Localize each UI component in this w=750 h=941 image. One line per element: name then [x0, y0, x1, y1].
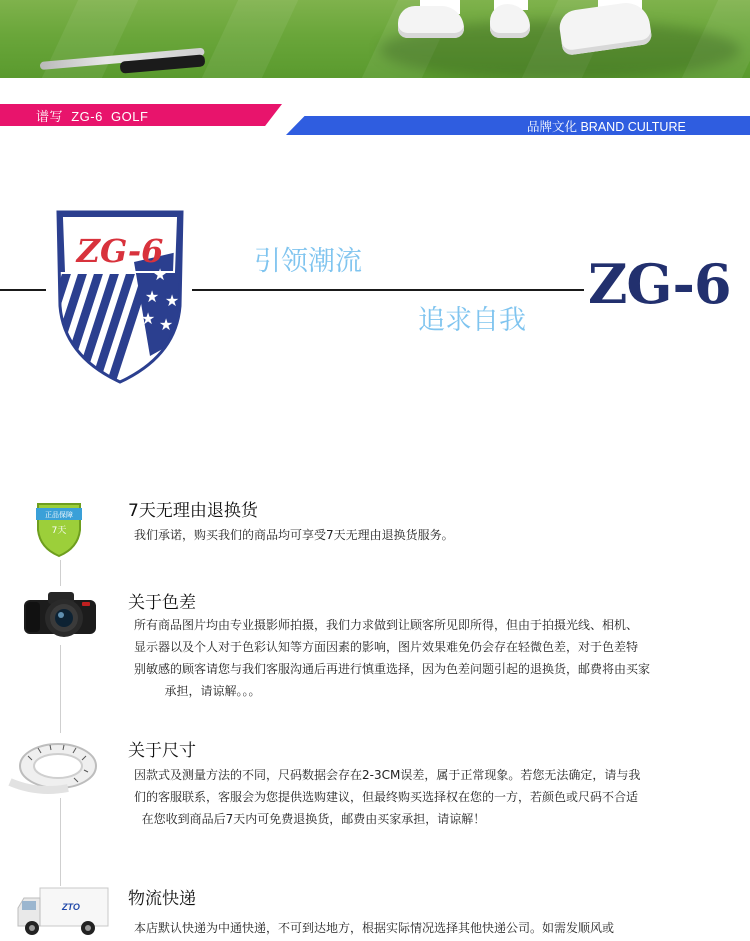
truck-logo-text: ZTO	[62, 902, 80, 912]
badge-mid-text: 7天	[51, 526, 67, 536]
body-line: 显示器以及个人对于色彩认知等方面因素的影响，图片效果难免仍会存在轻微色差，对于色差特	[134, 640, 639, 654]
grass-stripe	[202, 0, 298, 78]
return-badge-icon	[34, 500, 84, 558]
svg-text:★: ★	[144, 287, 160, 306]
slogan-pursue-self: 追求自我	[418, 305, 526, 336]
brand-name: ZG-6	[588, 252, 731, 316]
brand-shield-logo	[50, 206, 190, 386]
svg-text:★: ★	[152, 265, 168, 284]
shield-logo-text: ZG-6	[76, 232, 164, 270]
section-title-return: 7天无理由退换货	[128, 501, 258, 521]
section-title-color: 关于色差	[128, 593, 196, 613]
body-line: 们的客服联系，客服会为您提供选购建议，但最终购买选择权在您的一方，若颜色或尺码不合适	[134, 790, 639, 804]
svg-text:★: ★	[140, 309, 156, 328]
shoe	[398, 6, 464, 38]
body-line: 因款式及测量方法的不同，尺码数据会存在2-3CM误差，属于正常现象。若您无法确定，请与我	[134, 768, 641, 782]
body-line: 所有商品图片均由专业摄影师拍摄，我们力求做到让顾客所见即所得，但由于拍摄光线、相机、	[134, 618, 639, 632]
body-line: 承担，请谅解。。。	[134, 684, 261, 698]
camera-icon	[22, 588, 98, 640]
connector-line	[60, 645, 61, 733]
tape-measure-icon	[8, 736, 100, 798]
hero-banner	[0, 0, 750, 78]
connector-line	[60, 798, 61, 886]
body-line: 本店默认快递为中通快递，不可到达地方，根据实际情况选择其他快递公司。如需发顺风或	[134, 921, 615, 935]
divider-line	[192, 289, 584, 291]
body-line: 在您收到商品后7天内可免费退换货，邮费由买家承担，请谅解！	[134, 812, 486, 826]
section-body-size	[134, 764, 734, 830]
slogan-lead-trend: 引领潮流	[254, 246, 362, 277]
svg-text:★: ★	[158, 315, 174, 334]
divider-line	[0, 289, 46, 291]
delivery-truck-icon	[14, 886, 110, 938]
badge-top-text: 正品保障	[45, 511, 73, 519]
section-title-shipping: 物流快递	[128, 889, 196, 909]
connector-line	[60, 560, 61, 586]
section-body-color	[134, 614, 734, 702]
svg-text:★: ★	[164, 291, 180, 310]
body-line: 别敏感的顾客请您与我们客服沟通后再进行慎重选择，因为色差问题引起的退换货，邮费将由买家	[134, 662, 651, 676]
header-left-label: 谱写 ZG-6 GOLF	[36, 109, 149, 124]
section-body-return	[134, 524, 734, 546]
header-right-label: 品牌文化 BRAND CULTURE	[527, 120, 686, 134]
section-body-shipping	[134, 917, 734, 939]
section-title-size: 关于尺寸	[128, 741, 196, 761]
body-line: 我们承诺，购买我们的商品均可享受7天无理由退换货服务。	[134, 528, 454, 542]
